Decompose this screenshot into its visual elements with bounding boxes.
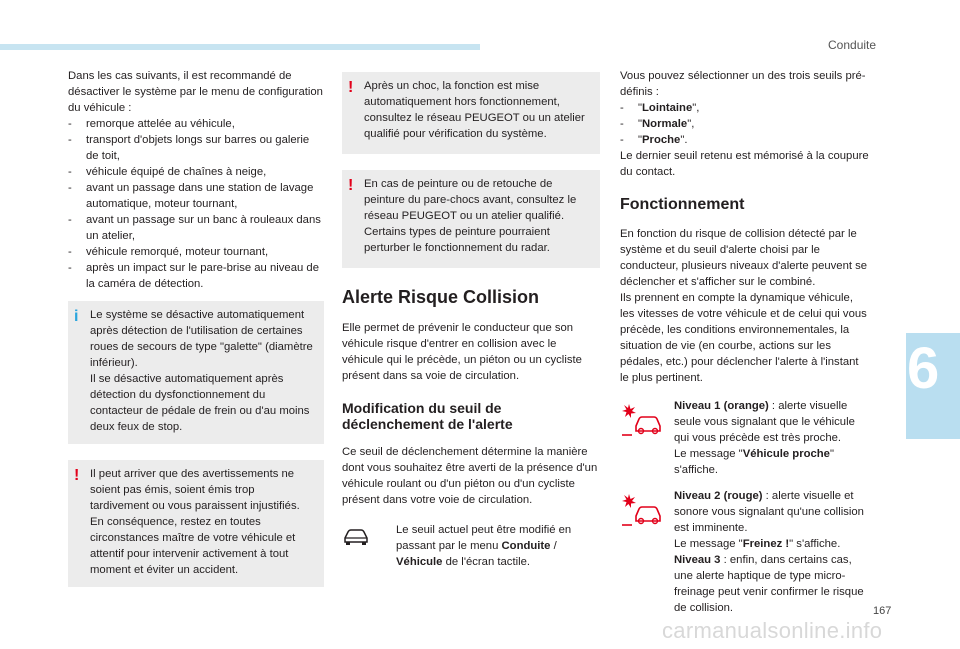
warning-text: En cas de peinture ou de retouche de peinture du pare-chocs avant, consultez le réseau PEUGEOT ou un atelier qualifié. Certains types de peinture pourraient perturber le fonctionnement du radar. [364,178,577,254]
list-item: - "Proche". [620,132,870,148]
col1-list [68,116,324,292]
warning-mark-icon: ! [348,79,354,96]
level-3-text: Niveau 3 : enfin, dans certains cas, une alerte haptique de type micro-freinage peut venir confirmer le risque de collision. [674,554,864,614]
menu-name-conduite: Conduite [501,540,551,552]
menu-note [342,522,600,570]
col3-intro: Vous pouvez sélectionner un des trois seuils pré-définis : [620,70,866,98]
page-number: 167 [873,605,892,617]
subsection-heading: Modification du seuil de déclenchement de l'alerte [342,400,513,432]
list-item: - "Normale", [620,116,870,132]
section-title: Conduite [828,38,877,52]
alert-level-2 [620,488,870,616]
list-item: - avant un passage dans une station de lavage automatique, moteur tournant, [68,180,324,212]
warning-box [342,72,600,154]
alert-level-1 [620,398,870,478]
menu-note-text: Le seuil actuel peut être modifié en passant par le menu Conduite / Véhicule de l'écran tactile. [396,524,572,568]
column-1 [68,68,324,587]
section-heading: Alerte Risque Collision [342,287,540,307]
subsection-body: Ce seuil de déclenchement détermine la manière dont vous souhaitez être averti de la présence d'un véhicule roulant ou d'un piéton ou d'un cycliste présent dans votre voie de circulation. [342,446,598,506]
threshold-list [620,100,870,148]
col3-body-2: Ils prennent en compte la dynamique véhicule, les vitesses de votre véhicule et de celui qui vous précède, les conditions environnementales, la situation de vie (en courbe, actions sur les pédales, etc.) pour déclencher l'alerte à l'instant le plus pertinent. [620,292,867,384]
col3-memo: Le dernier seuil retenu est mémorisé à la coupure du contact. [620,150,869,178]
section-heading: Fonctionnement [620,196,745,213]
column-2 [342,68,600,570]
collision-alert-icon [620,402,666,443]
level-1-message: Le message "Véhicule proche" s'affiche. [674,448,834,476]
list-item: - véhicule équipé de chaînes à neige, [68,164,324,180]
info-text-1: Le système se désactive automatiquement après détection de l'utilisation de certaines roues de secours de type "galette" (diamètre inférieur). [90,309,313,369]
list-item: - remorque attelée au véhicule, [68,116,324,132]
warning-mark-icon: ! [74,467,80,484]
list-item: - véhicule remorqué, moteur tournant, [68,244,324,260]
header-bar [0,44,480,50]
level-1-text: Niveau 1 (orange) : alerte visuelle seule vous signalant que le véhicule qui vous précède est très proche. [674,400,855,444]
warning-box [342,170,600,268]
list-item: - après un impact sur le pare-brise au niveau de la caméra de détection. [68,260,324,292]
column-3 [620,68,870,616]
warning-mark-icon: ! [348,177,354,194]
col1-intro: Dans les cas suivants, il est recommandé de désactiver le système par le menu de configuration du véhicule : [68,70,323,114]
warning-text: Après un choc, la fonction est mise automatiquement hors fonctionnement, consultez le réseau PEUGEOT ou un atelier qualifié pour vérification du système. [364,80,585,140]
info-box [68,301,324,444]
level-2-message: Le message "Freinez !" s'affiche. [674,538,841,550]
collision-alert-icon [620,492,666,533]
menu-name-vehicule: Véhicule [396,556,443,568]
list-item: - avant un passage sur un banc à rouleaux dans un atelier, [68,212,324,244]
vehicle-settings-icon [342,526,370,551]
info-mark-icon: i [74,308,79,325]
chapter-number: 6 [907,336,940,401]
section-intro: Elle permet de prévenir le conducteur que son véhicule risque d'entrer en collision avec le véhicule qui le précède, un piéton ou un cycliste présent dans sa voie de circulation. [342,322,582,382]
watermark: carmanualsonline.info [662,618,883,643]
level-2-text: Niveau 2 (rouge) : alerte visuelle et sonore vous signalant qu'une collision est imminente. [674,490,864,534]
warning-box [68,460,324,587]
info-text-2: Il se désactive automatiquement après détection du dysfonctionnement du contacteur de pédale de frein ou d'au moins deux feux de stop. [90,373,310,433]
list-item: - transport d'objets longs sur barres ou galerie de toit, [68,132,324,164]
warning-text: Il peut arriver que des avertissements ne soient pas émis, soient émis trop tardivement ou vous paraissent injustifiés. En conséquence, restez en toutes circonstances maître de votre véhicule et attentif pour intervenir activement à tout moment et éviter un accident. [90,468,300,576]
list-item: - "Lointaine", [620,100,870,116]
col3-body-1: En fonction du risque de collision détecté par le système et du seuil d'alerte choisi par le conducteur, plusieurs niveaux d'alerte peuvent se déclencher et s'afficher sur le combiné. [620,228,868,288]
